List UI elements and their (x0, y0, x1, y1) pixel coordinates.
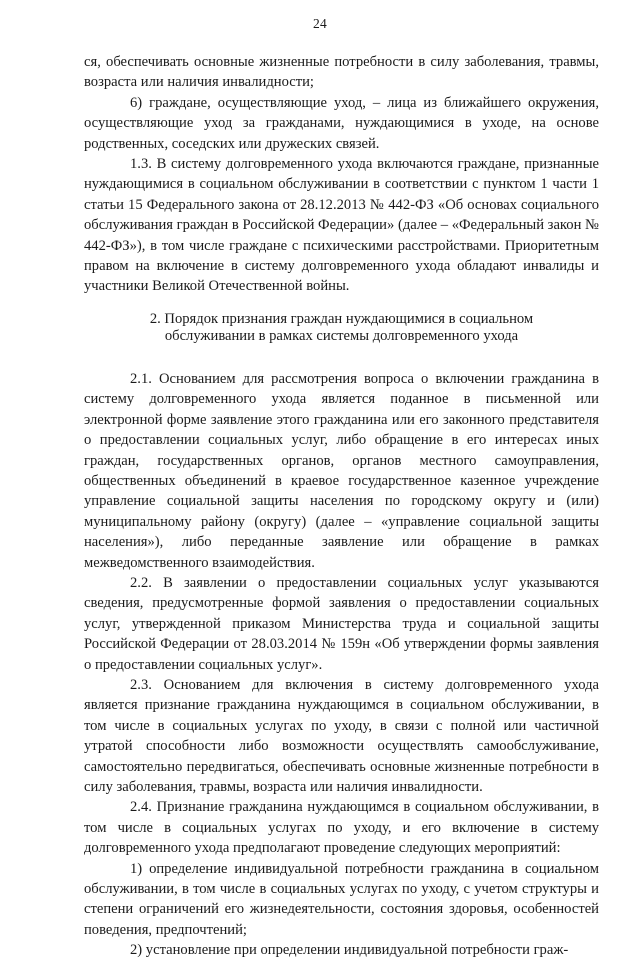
page-number: 24 (313, 16, 327, 31)
paragraph-2-1: 2.1. Основанием для рассмотрения вопроса о включении гражданина в систему долговременного ухода является поданное в письменной или электронной форме заявление этого гражданина или его законного представителя о предоставлении социальных услуг, либо обращение в его интересах иных граждан, государственных органов, органов местного самоуправления, общественных объединений в краевое государственное казенное учреждение управление социальной защиты населения по городскому округу и (или) муниципальному району (округу) (далее – «управление социальной защиты населения»), либо переданные заявление или обращение в рамках межведомственного взаимодействия. (84, 370, 599, 571)
list-item-1: 1) определение индивидуальной потребности гражданина в социальном обслуживании, в том числе в социальных услугах по уходу, с учетом структуры и степени ограничений его жизнедеятельности, состояния здоровья, особенностей поведения, предпочтений; (84, 860, 599, 938)
paragraph-item-6: 6) граждане, осуществляющие уход, – лица из ближайшего окружения, осуществляющие уход за гражданами, нуждающимися в уходе, на основе родственных, соседских или дружеских связей. (84, 94, 599, 152)
paragraph-2-4: 2.4. Признание гражданина нуждающимся в социальном обслуживании, в том числе в социальных услугах по уходу, и его включение в систему долговременного ухода предполагают проведение следующих мероприятий: (84, 799, 599, 857)
document-body (84, 52, 599, 961)
list-item-2: 2) установление при определении индивидуальной потребности граж- (130, 942, 569, 959)
paragraph-continuation: ся, обеспечивать основные жизненные потребности в силу заболевания, травмы, возраста или наличия инвалидности; (84, 54, 599, 91)
section-heading (84, 311, 599, 345)
paragraph-2-3: 2.3. Основанием для включения в систему долговременного ухода является признание гражданина нуждающимся в социальном обслуживании, в том числе в социальных услугах по уходу, в связи с полной или частичной утратой способности либо возможности осуществлять самообслуживание, самостоятельно передвигаться, обеспечивать основные жизненные потребности в силу заболевания, травмы, возраста или наличия инвалидности. (84, 676, 599, 795)
paragraph-2-2: 2.2. В заявлении о предоставлении социальных услуг указываются сведения, предусмотренные формой заявления о предоставлении социальных услуг, утвержденной приказом Министерства труда и социальной защиты Российской Федерации от 28.03.2014 № 159н «Об утверждении формы заявления о предоставлении социальных услуг». (84, 574, 599, 673)
paragraph-1-3: 1.3. В систему долговременного ухода включаются граждане, признанные нуждающимися в социальном обслуживании в соответствии с пунктом 1 части 1 статьи 15 Федерального закона от 28.12.2013 № 442-ФЗ «Об основах социального обслуживания граждан в Российской Федерации» (далее – «Федеральный закон № 442-ФЗ»), в том числе граждане с психическими расстройствами. Приоритетным правом на включение в систему долговременного ухода обладают инвалиды и участники Великой Отечественной войны. (84, 156, 599, 295)
section-heading-line-1: 2. Порядок признания граждан нуждающимися в социальном (149, 310, 534, 327)
section-heading-line-2: обслуживании в рамках системы долговременного ухода (164, 327, 519, 344)
